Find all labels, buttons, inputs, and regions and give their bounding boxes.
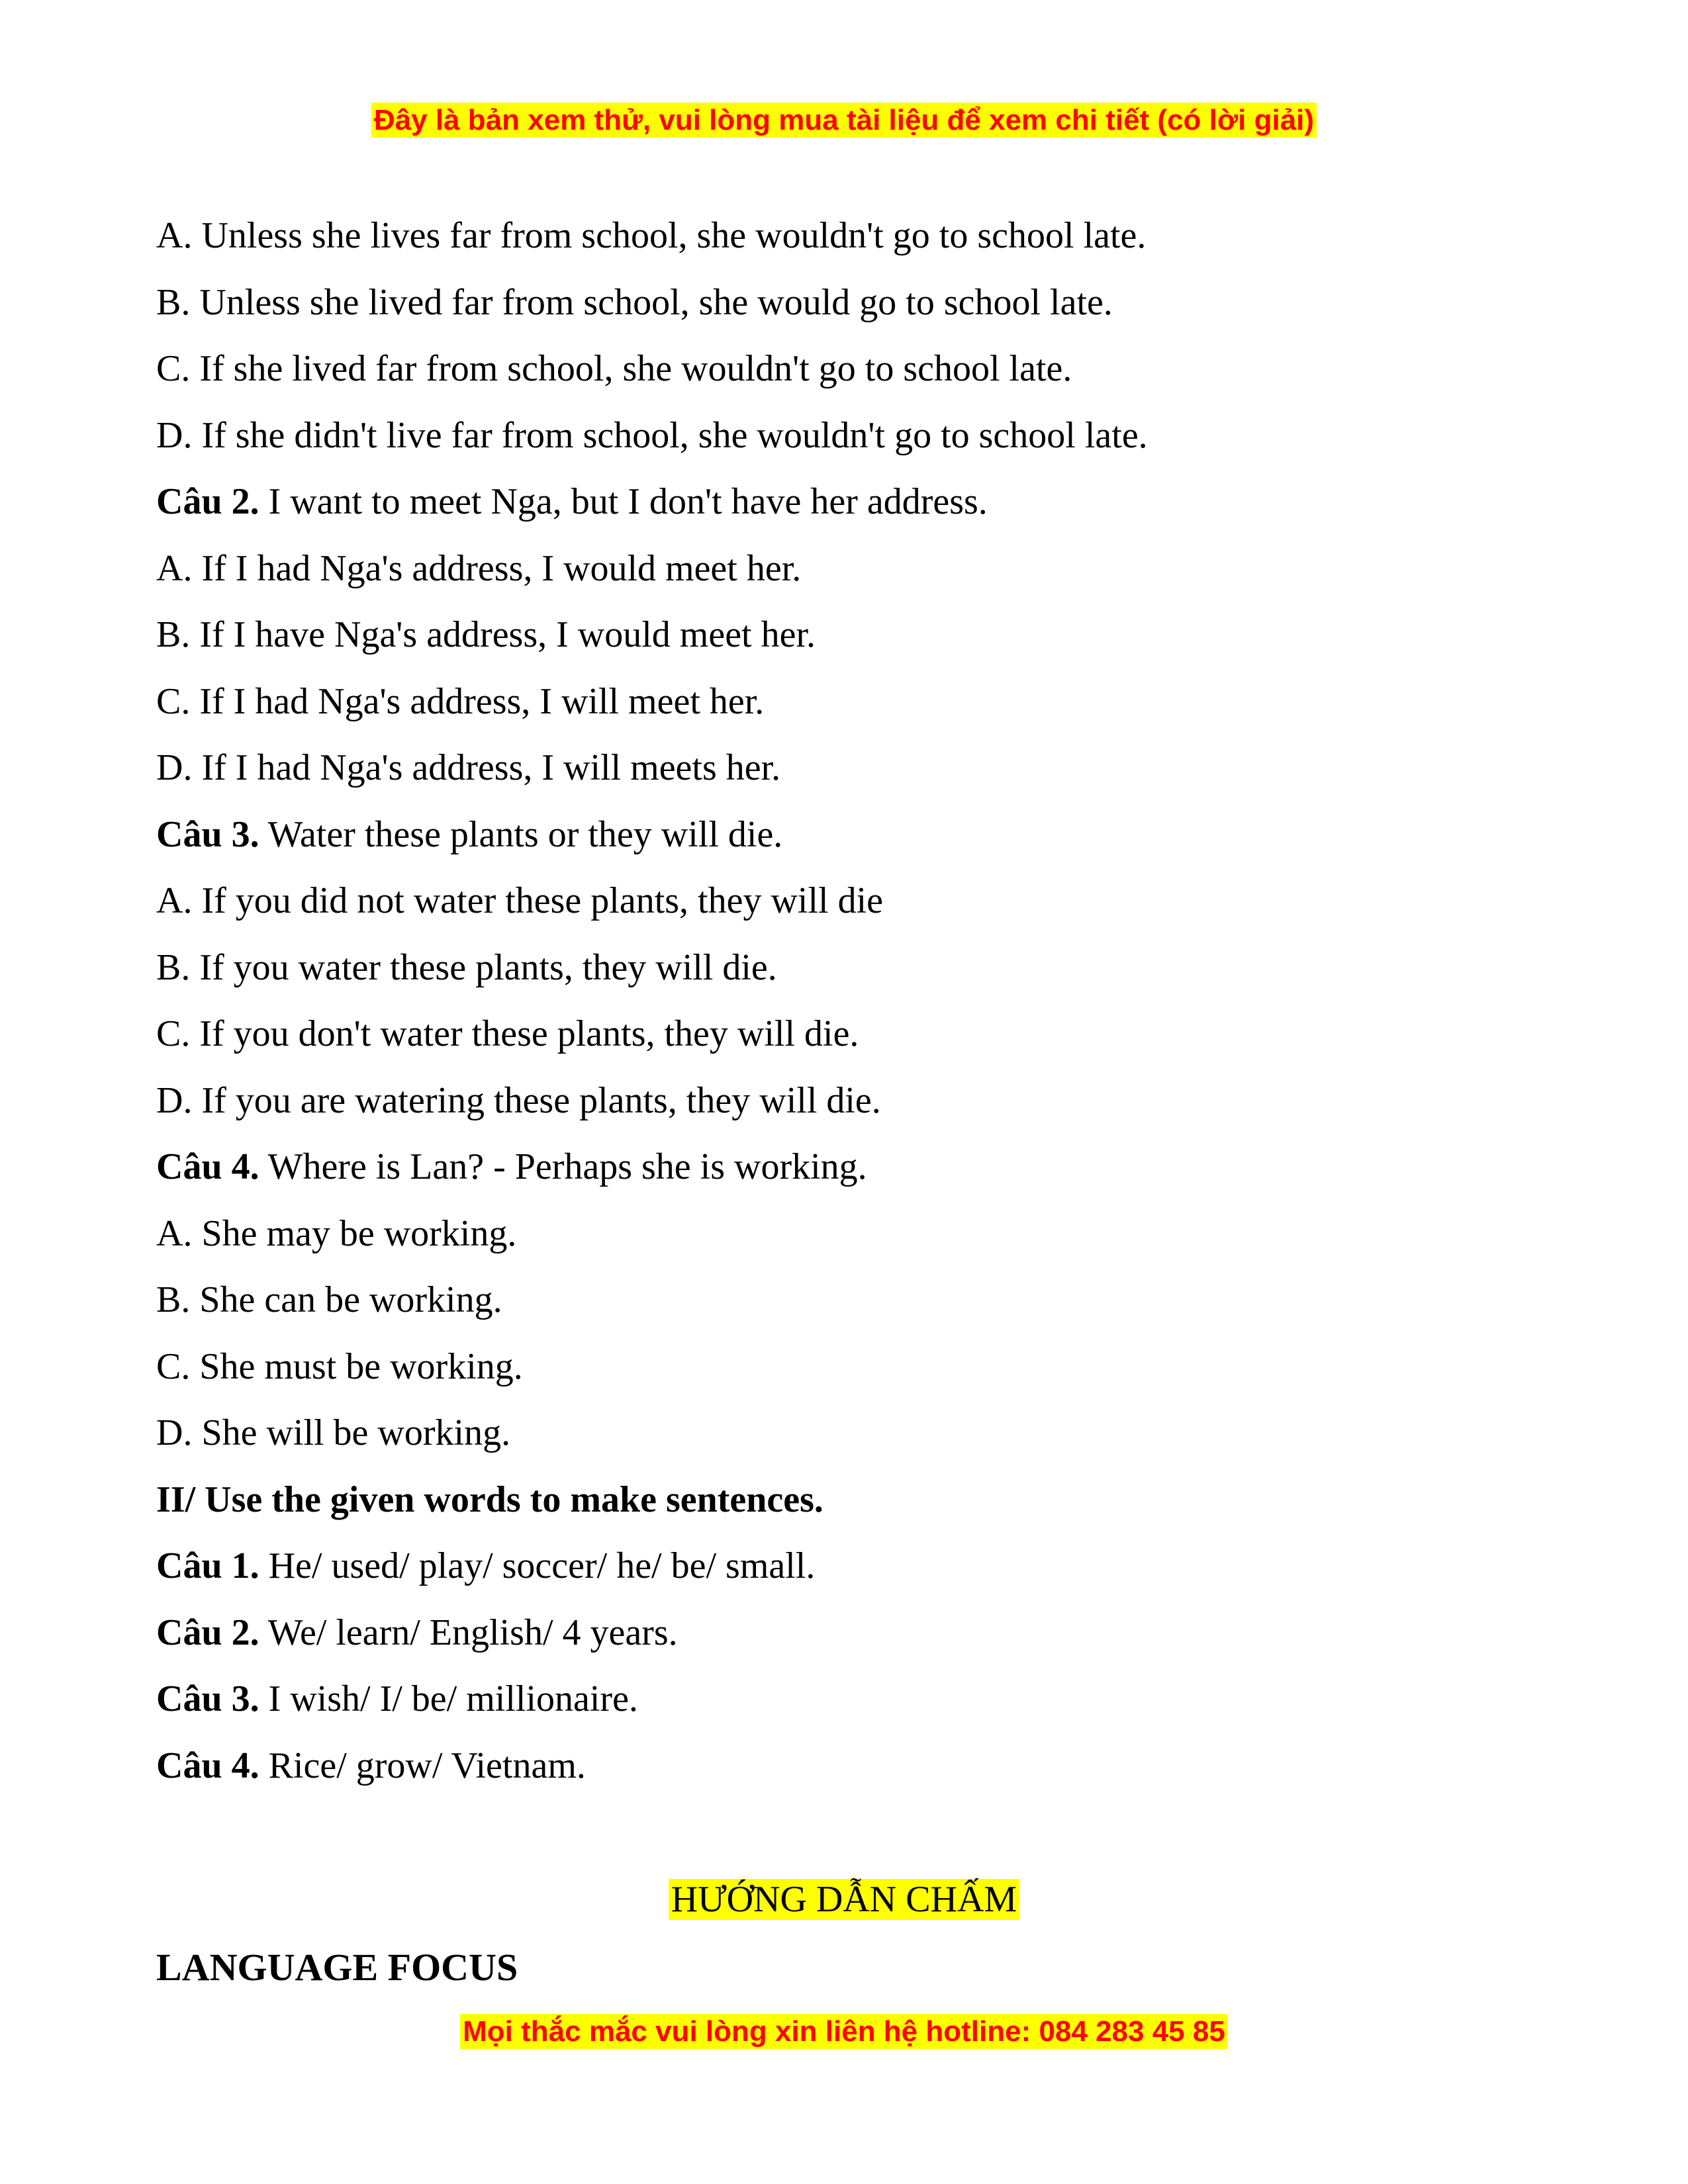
item-text: Rice/ grow/ Vietnam. — [259, 1745, 586, 1786]
section-2-item-4 — [156, 1739, 1533, 1806]
question-4 — [156, 1140, 1533, 1207]
item-label: Câu 2. — [156, 1612, 259, 1653]
item-text: We/ learn/ English/ 4 years. — [259, 1612, 678, 1653]
q4-option-b: B. She can be working. — [156, 1279, 502, 1320]
section-2-heading: II/ Use the given words to make sentences. — [156, 1479, 823, 1520]
question-label: Câu 3. — [156, 813, 259, 855]
item-text: I wish/ I/ be/ millionaire. — [259, 1678, 638, 1719]
section-2-item-3 — [156, 1672, 1533, 1739]
question-text: Where is Lan? - Perhaps she is working. — [259, 1146, 867, 1187]
item-text: He/ used/ play/ soccer/ he/ be/ small. — [259, 1545, 816, 1586]
q4-option-a: A. She may be working. — [156, 1212, 517, 1254]
preview-notice-text: Đây là bản xem thử, vui lòng mua tài liệu để xem chi tiết (có lời giải) — [371, 103, 1317, 138]
q1-option-b: B. Unless she lived far from school, she would go to school late. — [156, 281, 1113, 323]
item-label: Câu 1. — [156, 1545, 259, 1586]
question-text: I want to meet Nga, but I don't have her address. — [259, 481, 988, 522]
q4-option-c: C. She must be working. — [156, 1345, 523, 1387]
question-2 — [156, 475, 1533, 542]
q4-option-d: D. She will be working. — [156, 1412, 511, 1453]
item-label: Câu 4. — [156, 1745, 259, 1786]
q3-option-d: D. If you are watering these plants, they will die. — [156, 1079, 881, 1121]
q2-option-d: D. If I had Nga's address, I will meets her. — [156, 747, 781, 788]
q2-option-a: A. If I had Nga's address, I would meet her. — [156, 547, 802, 589]
section-2-item-1 — [156, 1539, 1533, 1606]
question-text: Water these plants or they will die. — [259, 813, 783, 855]
q1-option-c: C. If she lived far from school, she wouldn't go to school late. — [156, 348, 1072, 389]
section-2-item-2 — [156, 1606, 1533, 1673]
q2-option-b: B. If I have Nga's address, I would meet her. — [156, 614, 816, 655]
document-body — [156, 209, 1533, 1805]
grading-guide-title-text: HƯỚNG DẪN CHẤM — [669, 1879, 1020, 1920]
question-label: Câu 4. — [156, 1146, 259, 1187]
q2-option-c: C. If I had Nga's address, I will meet her. — [156, 680, 765, 722]
item-label: Câu 3. — [156, 1678, 259, 1719]
q3-option-c: C. If you don't water these plants, they will die. — [156, 1013, 859, 1054]
preview-notice-banner — [0, 101, 1688, 140]
q1-option-d: D. If she didn't live far from school, she wouldn't go to school late. — [156, 414, 1148, 456]
q3-option-a: A. If you did not water these plants, they will die — [156, 880, 883, 921]
language-focus-heading: LANGUAGE FOCUS — [156, 1946, 518, 1989]
question-3 — [156, 808, 1533, 875]
hotline-text: Mọi thắc mắc vui lòng xin liên hệ hotline: 084 283 45 85 — [460, 2014, 1228, 2049]
grading-guide-title — [0, 1874, 1688, 1925]
q1-option-a: A. Unless she lives far from school, she wouldn't go to school late. — [156, 215, 1147, 256]
hotline-banner — [0, 2012, 1688, 2052]
question-label: Câu 2. — [156, 481, 259, 522]
q3-option-b: B. If you water these plants, they will die. — [156, 946, 777, 988]
